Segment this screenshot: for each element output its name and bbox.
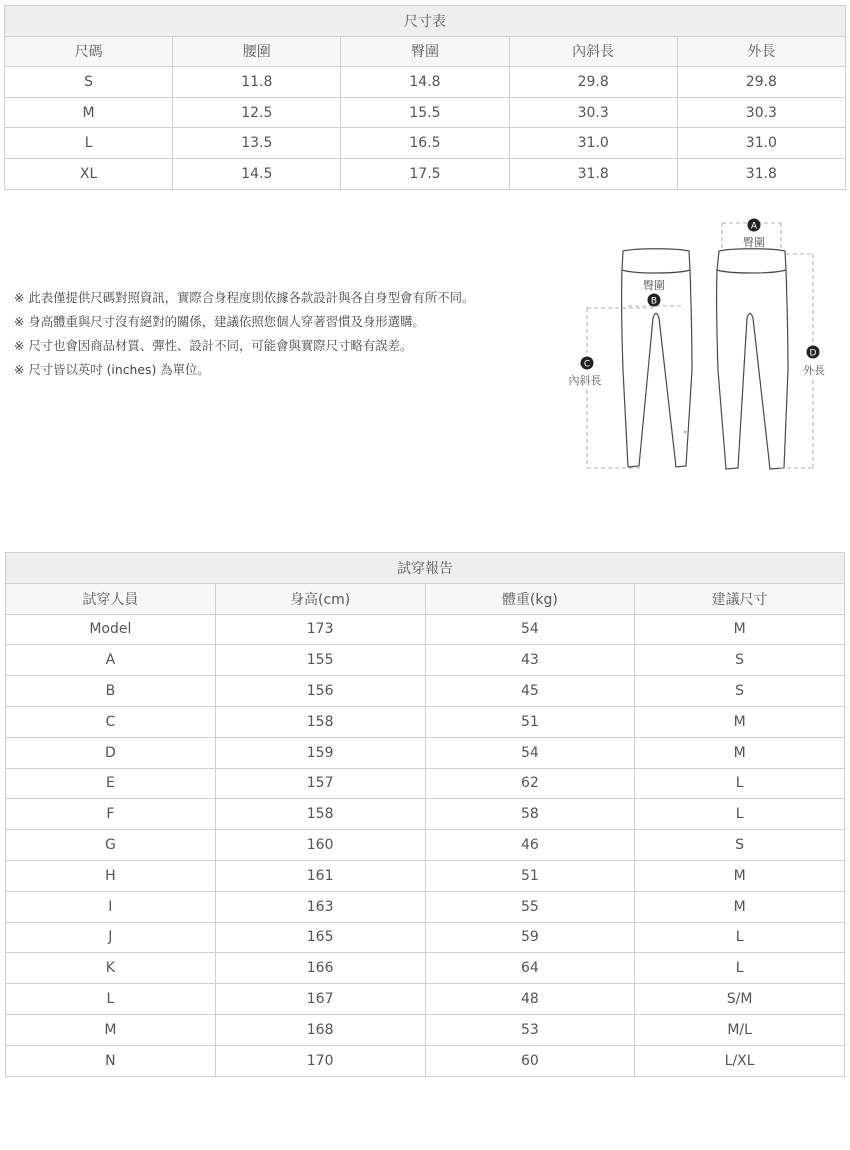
table-cell: 163 [215, 891, 425, 922]
table-cell: 31.8 [509, 158, 677, 189]
table-row [6, 706, 845, 737]
table-cell: 48 [425, 984, 635, 1015]
table-row [6, 891, 845, 922]
table-row [5, 158, 846, 189]
table-cell: 64 [425, 953, 635, 984]
table-cell: 54 [425, 737, 635, 768]
note-line: ※ 此表僅提供尺碼對照資訊，實際合身程度則依據各款設計與各自身型會有所不同。 [14, 290, 475, 305]
trial-report-title-row [6, 553, 845, 584]
table-cell: 165 [215, 922, 425, 953]
marker-c [569, 357, 602, 388]
table-cell: 45 [425, 676, 635, 707]
marker-c-label: 內斜長 [568, 374, 602, 387]
table-cell: 156 [215, 676, 425, 707]
table-cell: 31.0 [509, 128, 677, 159]
size-notes [14, 286, 474, 382]
table-row [6, 1014, 845, 1045]
table-cell: 60 [425, 1045, 635, 1076]
table-cell: 58 [425, 799, 635, 830]
table-cell: 30.3 [509, 97, 677, 128]
table-cell: F [6, 799, 216, 830]
table-cell: 29.8 [677, 67, 845, 98]
size-chart-header-row [5, 36, 846, 67]
table-cell: 30.3 [677, 97, 845, 128]
table-cell: I [6, 891, 216, 922]
trial-report-column-header: 身高(cm) [215, 583, 425, 614]
table-cell: M [6, 1014, 216, 1045]
size-chart-column-header: 內斜長 [509, 36, 677, 67]
table-cell: L [635, 799, 845, 830]
trial-report-column-header: 試穿人員 [6, 583, 216, 614]
size-chart-title-row [5, 6, 846, 37]
table-cell: 31.0 [677, 128, 845, 159]
trial-report-column-header: 建議尺寸 [635, 583, 845, 614]
size-chart-column-header: 腰圍 [173, 36, 341, 67]
table-cell: L [635, 953, 845, 984]
trial-report-table [5, 552, 845, 1077]
table-cell: M/L [635, 1014, 845, 1045]
table-cell: Model [6, 614, 216, 645]
marker-d-label: 外長 [803, 364, 825, 377]
table-cell: 158 [215, 799, 425, 830]
table-cell: 15.5 [341, 97, 509, 128]
table-cell: C [6, 706, 216, 737]
table-row [6, 953, 845, 984]
size-chart-title: 尺寸表 [5, 6, 846, 37]
table-row [6, 922, 845, 953]
table-cell: M [635, 891, 845, 922]
table-cell: 11.8 [173, 67, 341, 98]
table-row [6, 768, 845, 799]
table-cell: 166 [215, 953, 425, 984]
table-cell: 158 [215, 706, 425, 737]
table-cell: 51 [425, 860, 635, 891]
table-cell: 43 [425, 645, 635, 676]
table-cell: 53 [425, 1014, 635, 1045]
table-row [6, 737, 845, 768]
table-cell: L [6, 984, 216, 1015]
table-cell: S [635, 830, 845, 861]
trial-report-column-header: 體重(kg) [425, 583, 635, 614]
table-row [6, 830, 845, 861]
marker-a-letter: A [750, 221, 758, 232]
table-cell: 46 [425, 830, 635, 861]
table-row [5, 128, 846, 159]
table-cell: 160 [215, 830, 425, 861]
size-chart-column-header: 臀圍 [341, 36, 509, 67]
table-cell: 62 [425, 768, 635, 799]
table-row [5, 67, 846, 98]
table-row [5, 97, 846, 128]
table-cell: 51 [425, 706, 635, 737]
table-cell: M [635, 706, 845, 737]
table-cell: M [5, 97, 173, 128]
table-cell: 155 [215, 645, 425, 676]
table-cell: 167 [215, 984, 425, 1015]
table-cell: 31.8 [677, 158, 845, 189]
marker-d [803, 346, 825, 378]
table-cell: L [5, 128, 173, 159]
table-cell: 13.5 [173, 128, 341, 159]
table-cell: 54 [425, 614, 635, 645]
table-cell: 173 [215, 614, 425, 645]
marker-a-label: 臀圍 [743, 236, 765, 249]
table-cell: XL [5, 158, 173, 189]
table-cell: S [635, 645, 845, 676]
trial-report-header-row [6, 583, 845, 614]
trial-report-title: 試穿報告 [6, 553, 845, 584]
leggings-measurement-diagram [560, 210, 830, 480]
table-cell: 168 [215, 1014, 425, 1045]
marker-b-label: 臀圍 [643, 279, 665, 292]
table-cell: K [6, 953, 216, 984]
table-row [6, 614, 845, 645]
table-cell: 55 [425, 891, 635, 922]
table-cell: L [635, 768, 845, 799]
table-row [6, 799, 845, 830]
size-chart-column-header: 尺碼 [5, 36, 173, 67]
note-line: ※ 尺寸也會因商品材質、彈性、設計不同，可能會與實際尺寸略有誤差。 [14, 338, 413, 353]
size-chart-column-header: 外長 [677, 36, 845, 67]
table-cell: J [6, 922, 216, 953]
table-cell: E [6, 768, 216, 799]
size-chart-table [4, 5, 846, 190]
table-cell: S [635, 676, 845, 707]
table-cell: S/M [635, 984, 845, 1015]
table-cell: M [635, 614, 845, 645]
table-cell: S [5, 67, 173, 98]
table-cell: G [6, 830, 216, 861]
logo-dot [684, 431, 687, 434]
table-cell: M [635, 860, 845, 891]
table-cell: N [6, 1045, 216, 1076]
table-cell: 159 [215, 737, 425, 768]
table-cell: 17.5 [341, 158, 509, 189]
table-cell: H [6, 860, 216, 891]
table-row [6, 860, 845, 891]
table-cell: 161 [215, 860, 425, 891]
leggings-back-view [717, 249, 788, 469]
marker-c-letter: C [583, 359, 591, 370]
table-cell: B [6, 676, 216, 707]
table-cell: 59 [425, 922, 635, 953]
table-cell: D [6, 737, 216, 768]
table-cell: A [6, 645, 216, 676]
table-cell: L [635, 922, 845, 953]
table-cell: 170 [215, 1045, 425, 1076]
table-row [6, 1045, 845, 1076]
table-cell: 12.5 [173, 97, 341, 128]
table-cell: 14.5 [173, 158, 341, 189]
table-cell: 14.8 [341, 67, 509, 98]
table-row [6, 645, 845, 676]
table-cell: M [635, 737, 845, 768]
marker-d-letter: D [809, 348, 817, 359]
table-cell: 16.5 [341, 128, 509, 159]
table-row [6, 984, 845, 1015]
note-line: ※ 身高體重與尺寸沒有絕對的關係，建議依照您個人穿著習慣及身形選購。 [14, 314, 425, 329]
marker-b-letter: B [650, 296, 658, 307]
table-cell: 29.8 [509, 67, 677, 98]
table-cell: 157 [215, 768, 425, 799]
note-line: ※ 尺寸皆以英吋 (inches) 為單位。 [14, 362, 210, 377]
table-row [6, 676, 845, 707]
table-cell: L/XL [635, 1045, 845, 1076]
